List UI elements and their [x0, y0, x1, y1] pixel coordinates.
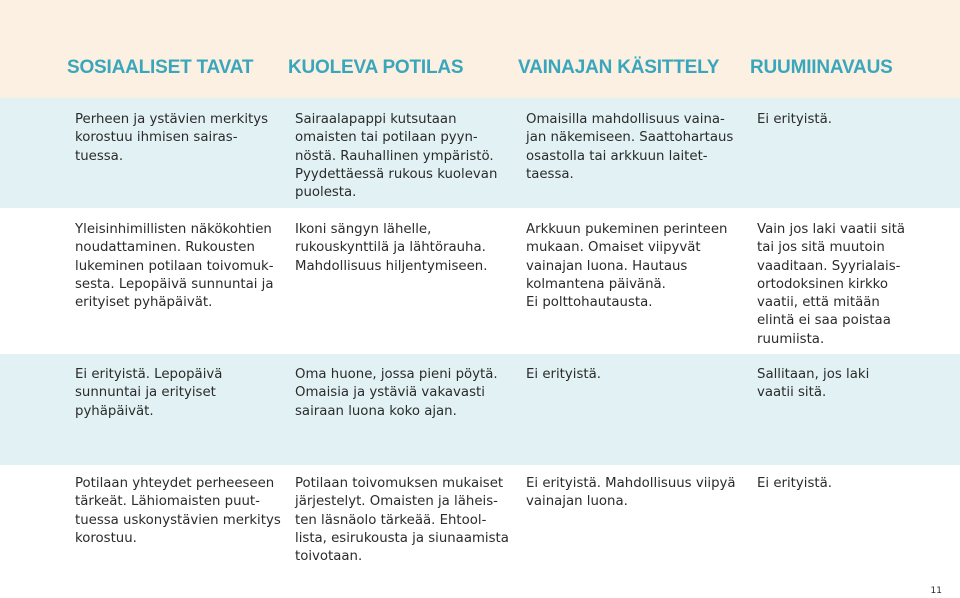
table-cell: Vain jos laki vaatii sitä tai jos sitä muutoin vaaditaan. Syyrialais- ortodoksinen kirkko vaatii, että mitään elintä ei saa poistaa ruumiista. — [757, 222, 905, 347]
column-heading-autopsy: RUUMIINAVAUS — [750, 57, 893, 78]
table-cell: Yleisinhimillisten näkökohtien noudattaminen. Rukousten lukeminen potilaan toivomuk- sesta. Lepopäivä sunnuntai ja erityiset pyhäpäivät. — [75, 222, 274, 311]
table-cell: Oma huone, jossa pieni pöytä. Omaisia ja ystäviä vakavasti sairaan luona koko ajan. — [295, 367, 498, 419]
table-cell: Potilaan toivomuksen mukaiset järjestelyt. Omaisten ja läheis- ten läsnäolo tärkeää. Ehtool- lista, esirukousta ja siunaamista toivotaan. — [295, 476, 509, 565]
header-band — [0, 0, 960, 98]
table-cell: Perheen ja ystävien merkitys korostuu ihmisen sairas- tuessa. — [75, 112, 269, 164]
page-number: 11 — [930, 586, 942, 596]
column-heading-handling-deceased: VAINAJAN KÄSITTELY — [518, 57, 720, 78]
table-cell: Ei erityistä. — [757, 476, 832, 491]
table-cell: Ei erityistä. Lepopäivä sunnuntai ja erityiset pyhäpäivät. — [75, 367, 223, 419]
table-cell: Ei erityistä. — [757, 112, 832, 127]
table-cell: Ikoni sängyn lähelle, rukouskynttilä ja lähtörauha. Mahdollisuus hiljentymiseen. — [295, 222, 488, 274]
table-cell: Ei erityistä. Mahdollisuus viipyä vainajan luona. — [526, 476, 736, 510]
column-heading-dying-patient: KUOLEVA POTILAS — [288, 57, 464, 78]
table-cell: Sairaalapappi kutsutaan omaisten tai potilaan pyyn- nöstä. Rauhallinen ympäristö. Pyydettäessä rukous kuolevan puolesta. — [295, 112, 498, 201]
table-cell: Sallitaan, jos laki vaatii sitä. — [757, 367, 870, 401]
table-cell: Omaisilla mahdollisuus vaina- jan näkemiseen. Saattohartaus osastolla tai arkkuun laitet- taessa. — [526, 112, 734, 182]
column-heading-social-customs: SOSIAALISET TAVAT — [67, 57, 254, 78]
table-cell: Arkkuun pukeminen perinteen mukaan. Omaiset viipyvät vainajan luona. Hautaus kolmantena päivänä. Ei polttohautausta. — [526, 222, 728, 311]
table-cell: Ei erityistä. — [526, 367, 601, 382]
table-cell: Potilaan yhteydet perheeseen tärkeät. Lähiomaisten puut- tuessa uskonystävien merkitys korostuu. — [75, 476, 281, 546]
